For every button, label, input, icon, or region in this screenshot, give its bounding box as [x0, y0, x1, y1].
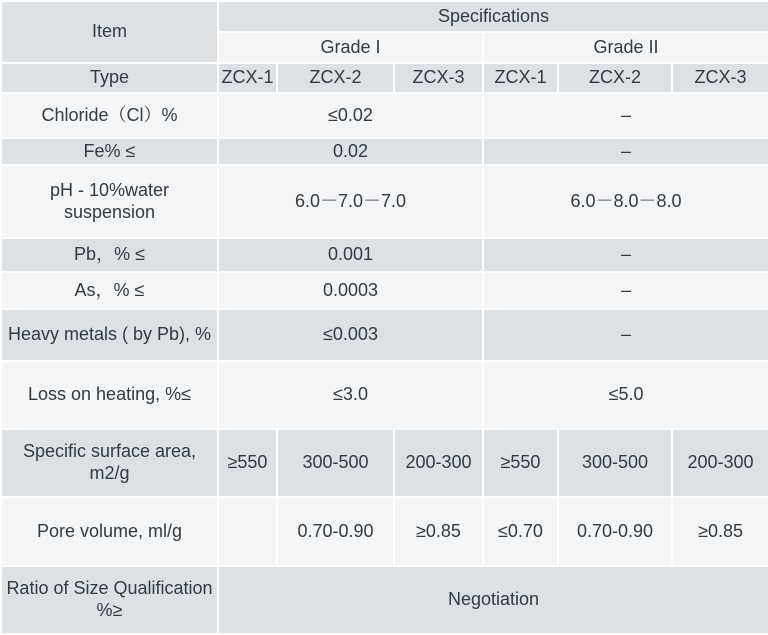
type-cell: ZCX-3 [672, 63, 768, 93]
row-label: Ratio of Size Qualification %≥ [1, 566, 218, 634]
surface-area-cell: 200-300 [394, 429, 483, 497]
row-label: As，% ≤ [1, 272, 218, 309]
grade-2-value: – [483, 93, 768, 138]
surface-area-cell: 300-500 [558, 429, 672, 497]
type-cell: ZCX-1 [483, 63, 558, 93]
as-row [1, 272, 768, 309]
type-cell: ZCX-2 [277, 63, 394, 93]
surface-area-cell: ≥550 [218, 429, 277, 497]
grade-1-value: ≤0.02 [218, 93, 483, 138]
row-label: Chloride（Cl）% [1, 93, 218, 138]
row-label: Pore volume, ml/g [1, 497, 218, 566]
pb-row [1, 238, 768, 272]
row-label: Loss on heating, %≤ [1, 361, 218, 429]
type-cell: ZCX-3 [394, 63, 483, 93]
fe-row [1, 138, 768, 165]
grade-1-value: 0.02 [218, 138, 483, 165]
row-label: pH - 10%water suspension [1, 165, 218, 238]
row-label: Specific surface area, m2/g [1, 429, 218, 497]
grade-1-header: Grade I [218, 32, 483, 63]
pore-volume-row [1, 497, 768, 566]
pore-volume-cell: ≥0.85 [394, 497, 483, 566]
surface-area-cell: 300-500 [277, 429, 394, 497]
row-label: Pb，% ≤ [1, 238, 218, 272]
grade-2-value: 6.0－8.0－8.0 [483, 165, 768, 238]
type-row [1, 63, 768, 93]
size-ratio-row [1, 566, 768, 634]
grade-1-value: 6.0－7.0－7.0 [218, 165, 483, 238]
grade-2-value: ≤5.0 [483, 361, 768, 429]
heavy-metals-row [1, 309, 768, 361]
grade-1-value: 0.001 [218, 238, 483, 272]
size-ratio-value: Negotiation [218, 566, 768, 634]
specifications-header: Specifications [218, 1, 768, 32]
grade-2-value: – [483, 138, 768, 165]
pore-volume-cell: ≥0.85 [672, 497, 768, 566]
row-label: Heavy metals ( by Pb), % [1, 309, 218, 361]
grade-1-value: ≤3.0 [218, 361, 483, 429]
type-cell: ZCX-2 [558, 63, 672, 93]
chloride-row [1, 93, 768, 138]
pore-volume-cell [218, 497, 277, 566]
loss-on-heating-row [1, 361, 768, 429]
type-cell: ZCX-1 [218, 63, 277, 93]
grade-2-header: Grade II [483, 32, 768, 63]
surface-area-cell: ≥550 [483, 429, 558, 497]
surface-area-row [1, 429, 768, 497]
pore-volume-cell: ≤0.70 [483, 497, 558, 566]
ph-row [1, 165, 768, 238]
pore-volume-cell: 0.70-0.90 [277, 497, 394, 566]
grade-1-value: 0.0003 [218, 272, 483, 309]
grade-2-value: – [483, 238, 768, 272]
grade-2-value: – [483, 272, 768, 309]
row-label: Type [1, 63, 218, 93]
item-header: Item [1, 1, 218, 63]
surface-area-cell: 200-300 [672, 429, 768, 497]
grade-2-value: – [483, 309, 768, 361]
row-label: Fe% ≤ [1, 138, 218, 165]
grade-1-value: ≤0.003 [218, 309, 483, 361]
pore-volume-cell: 0.70-0.90 [558, 497, 672, 566]
